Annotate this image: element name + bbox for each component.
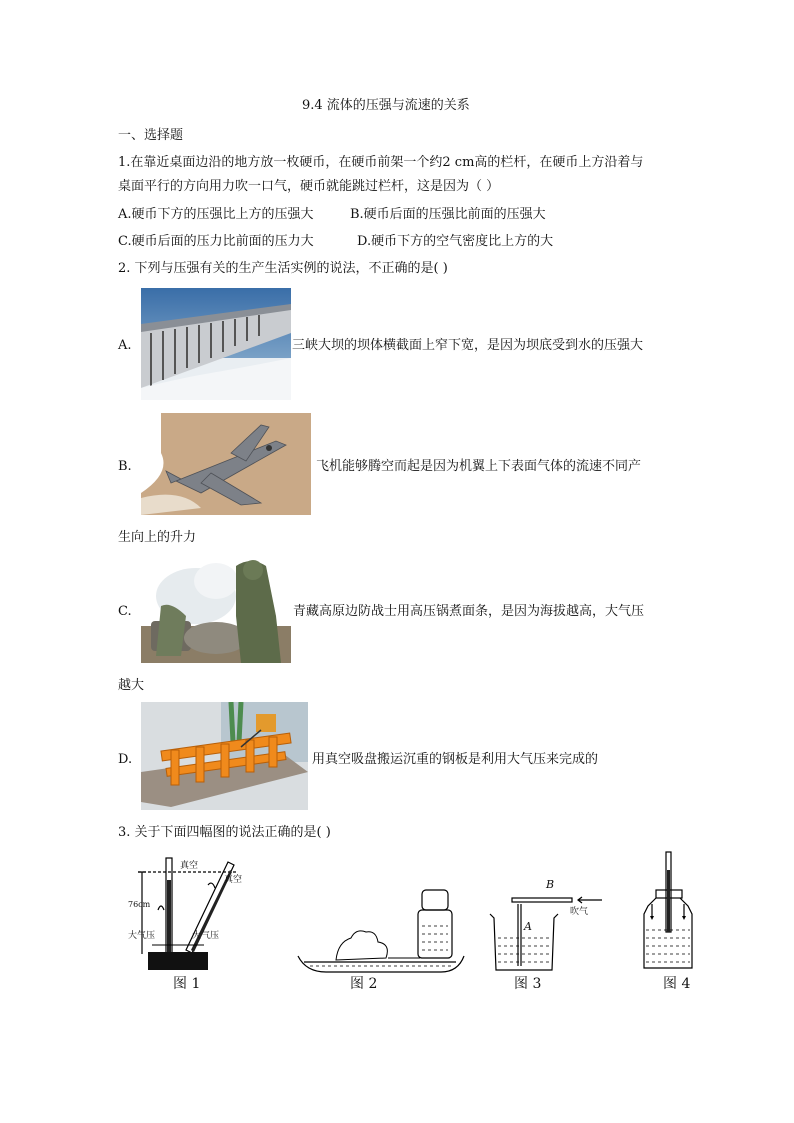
q2-option-c-text: 青藏高原边防战士用高压锅煮面条，是因为海拔越高，大气压	[293, 604, 645, 619]
q1-option-d: D.硬币下方的空气密度比上方的大	[357, 234, 554, 249]
vacuum-lifter-photo	[141, 702, 308, 810]
q2-option-b-text-cont: 生向上的升力	[118, 530, 197, 545]
q2-option-d-text: 用真空吸盘搬运沉重的钢板是利用大气压来完成的	[312, 752, 599, 767]
figure-3-caption: 图 3	[514, 976, 542, 992]
figure-4-bottle-tube	[640, 850, 696, 972]
fig3-label-a: A	[524, 920, 532, 933]
figure-3-blowing-tube	[486, 878, 616, 972]
fig1-atm-label-2: 大气压	[192, 931, 220, 941]
fig1-vacuum-label-1: 真空	[180, 861, 199, 871]
section-heading: 一、选择题	[118, 128, 184, 143]
fig1-vacuum-label-2: 真空	[224, 875, 243, 885]
figure-1-barometer	[128, 850, 248, 972]
q2-option-c-text-cont: 越大	[118, 678, 145, 693]
q1-option-c: C.硬币后面的压力比前面的压力大	[118, 234, 314, 249]
fig3-blow-label: 吹气	[570, 907, 589, 917]
q2-option-a-label: A.	[118, 338, 132, 353]
fig1-atm-label-1: 大气压	[128, 931, 156, 941]
figure-4-caption: 图 4	[663, 976, 691, 992]
fig1-height-label: 76cm	[128, 900, 151, 909]
soldiers-cooking-photo	[141, 556, 291, 663]
figure-2-bottle-trough	[296, 880, 466, 974]
q1-stem-line2: 桌面平行的方向用力吹一口气，硬币就能跳过栏杆，这是因为（ ）	[118, 179, 500, 194]
q2-option-b-text: 飞机能够腾空而起是因为机翼上下表面气体的流速不同产	[316, 459, 642, 474]
q2-option-b-label: B.	[118, 459, 132, 474]
q2-option-a-text: 三峡大坝的坝体横截面上窄下宽，是因为坝底受到水的压强大	[292, 338, 644, 353]
q1-option-b: B.硬币后面的压强比前面的压强大	[350, 207, 546, 222]
page-title: 9.4 流体的压强与流速的关系	[302, 98, 470, 113]
fig3-label-b: B	[546, 878, 555, 891]
q2-option-d-label: D.	[118, 752, 133, 767]
fighter-jet-photo	[141, 413, 311, 515]
figure-2-caption: 图 2	[350, 976, 378, 992]
q2-option-c-label: C.	[118, 604, 132, 619]
q1-option-a: A.硬币下方的压强比上方的压强大	[118, 207, 314, 222]
figure-1-caption: 图 1	[173, 976, 201, 992]
dam-photo	[141, 288, 291, 400]
q3-stem: 3. 关于下面四幅图的说法正确的是( )	[118, 825, 331, 840]
q2-stem: 2. 下列与压强有关的生产生活实例的说法，不正确的是( )	[118, 261, 448, 276]
q1-stem-line1: 1.在靠近桌面边沿的地方放一枚硬币，在硬币前架一个约2 cm高的栏杆，在硬币上方沿着与	[118, 155, 644, 170]
